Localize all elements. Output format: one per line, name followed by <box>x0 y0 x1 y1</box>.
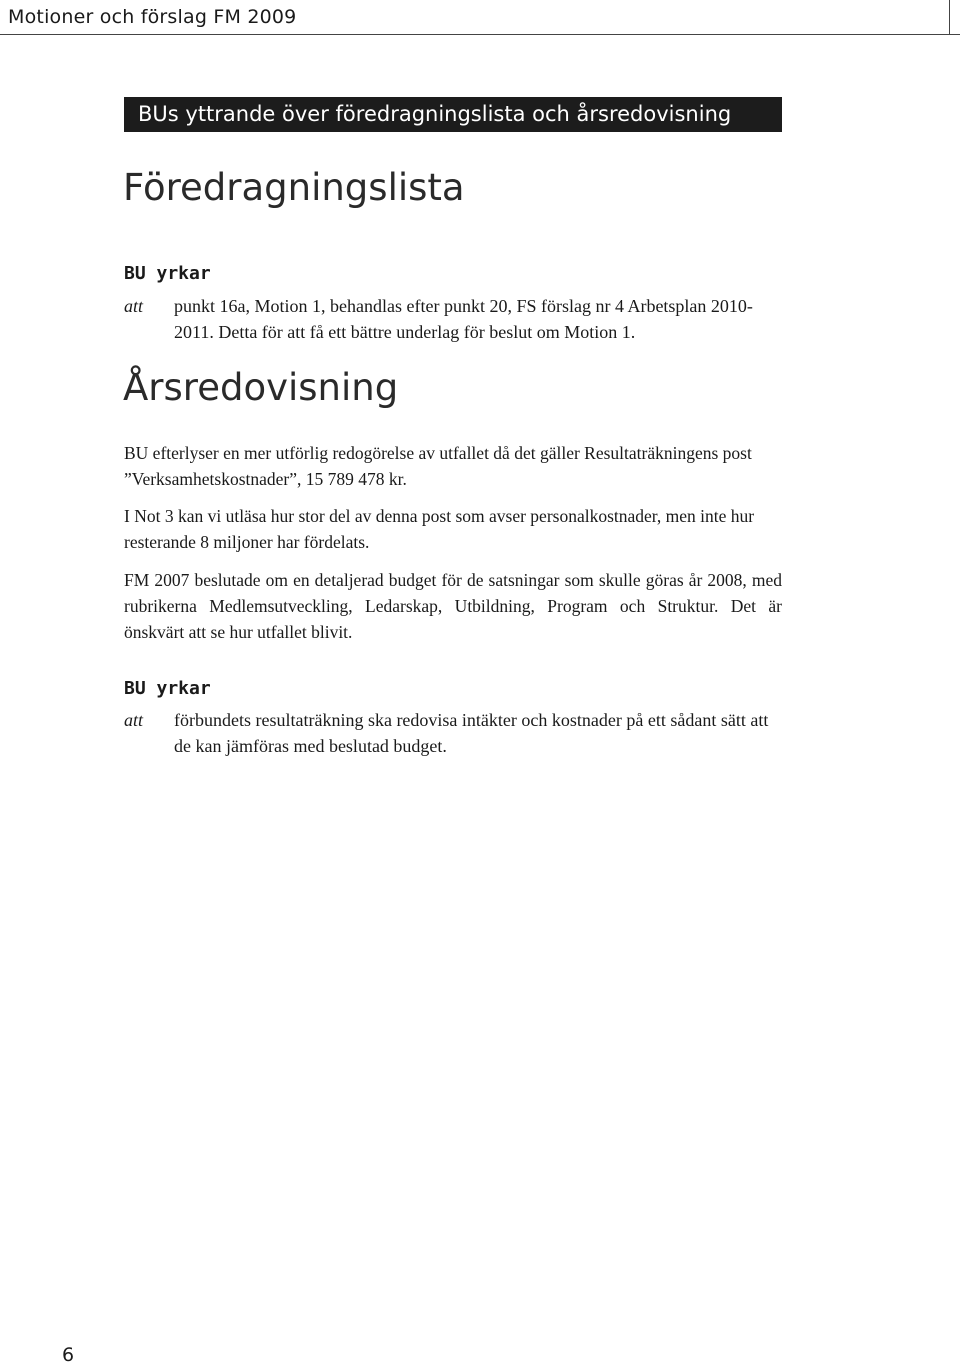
paragraph: I Not 3 kan vi utläsa hur stor del av denna post som avser personalkostnader, men inte hur resterande 8 miljoner har fördelats. <box>124 506 755 552</box>
page-number: 6 <box>62 1344 75 1366</box>
running-header <box>0 0 960 36</box>
running-header-title: Motioner och förslag FM 2009 <box>8 6 297 28</box>
header-rule <box>0 34 960 35</box>
header-vertical-rule <box>949 0 950 35</box>
paragraph: BU efterlyser en mer utförlig redogörelse av utfallet då det gäller Resultaträkningens post ”Verksamhetskostnader”, 15 789 478 kr. <box>124 443 752 489</box>
att-text: förbundets resultaträkning ska redovisa intäkter och kostnader på ett sådant sätt att de kan jämföras med beslutad budget. <box>174 710 769 756</box>
heading-arsredovisning: Årsredovisning <box>123 366 399 409</box>
section-banner: BUs yttrande över föredragningslista och årsredovisning <box>124 97 782 132</box>
bu-yrkar-label: BU yrkar <box>124 263 211 284</box>
att-text: punkt 16a, Motion 1, behandlas efter punkt 20, FS förslag nr 4 Arbetsplan 2010-2011. Detta för att få ett bättre underlag för beslut om Motion 1. <box>174 296 753 342</box>
att-label: att <box>124 296 144 316</box>
bu-yrkar-label: BU yrkar <box>124 678 211 699</box>
heading-foredragningslista: Föredragningslista <box>123 166 465 209</box>
att-label: att <box>124 710 144 730</box>
paragraph: FM 2007 beslutade om en detaljerad budget för de satsningar som skulle göras år 2008, med rubrikerna Medlemsutveckling, Ledarskap, Utbildning, Program och Struktur. Det är önskvärt att se hur utfallet blivit. <box>124 570 782 642</box>
